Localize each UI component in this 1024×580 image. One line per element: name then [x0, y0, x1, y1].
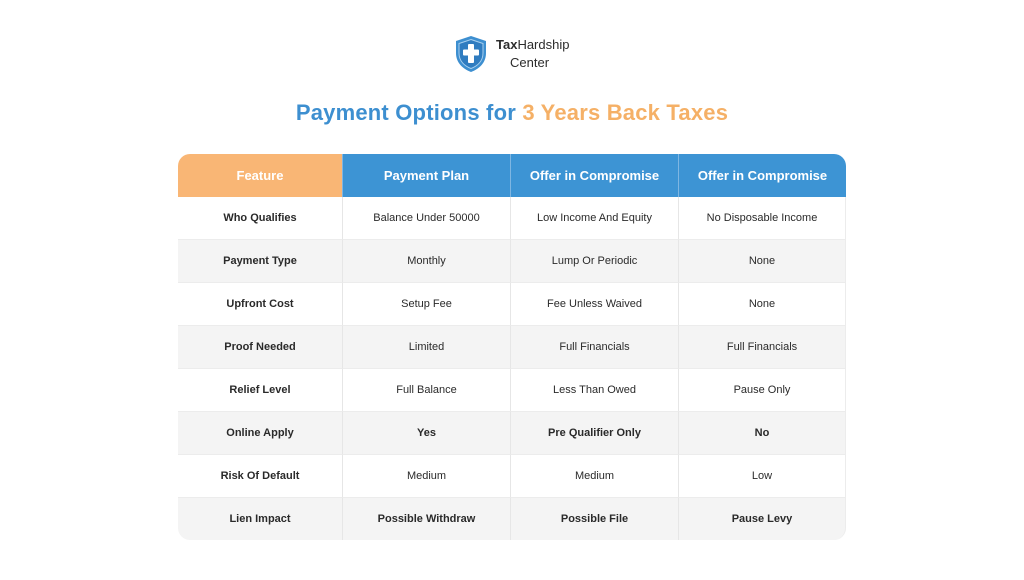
table-cell: Pause Only — [678, 369, 846, 412]
table-cell: Monthly — [342, 240, 510, 283]
table-cell: Less Than Owed — [510, 369, 678, 412]
table-row — [178, 240, 846, 283]
table-cell: Full Balance — [342, 369, 510, 412]
table-cell: No Disposable Income — [678, 197, 846, 240]
table-cell: Full Financials — [678, 326, 846, 369]
row-label: Risk Of Default — [178, 455, 342, 498]
table-header-row — [178, 154, 846, 197]
table-cell: Pre Qualifier Only — [510, 412, 678, 455]
page-title-part2: 3 Years Back Taxes — [522, 100, 729, 125]
page-title — [0, 100, 1024, 126]
table-row — [178, 455, 846, 498]
table-cell: None — [678, 240, 846, 283]
table-cell: No — [678, 412, 846, 455]
table-cell: Possible File — [510, 498, 678, 540]
shield-cross-icon — [454, 35, 488, 73]
table-row — [178, 283, 846, 326]
header-feature: Feature — [178, 154, 342, 197]
table-row — [178, 412, 846, 455]
row-label: Online Apply — [178, 412, 342, 455]
row-label: Payment Type — [178, 240, 342, 283]
table-cell: Medium — [510, 455, 678, 498]
brand-logo — [454, 35, 569, 73]
page-title-part1: Payment Options for — [295, 100, 523, 125]
table-cell: Possible Withdraw — [342, 498, 510, 540]
table-cell: Fee Unless Waived — [510, 283, 678, 326]
table-row — [178, 498, 846, 540]
brand-name-bold: Tax — [496, 37, 518, 52]
table-cell: Balance Under 50000 — [342, 197, 510, 240]
table-cell: Lump Or Periodic — [510, 240, 678, 283]
table-cell: Yes — [342, 412, 510, 455]
header-offer-in-compromise: Offer in Compromise — [510, 154, 678, 197]
brand-name — [496, 36, 569, 72]
brand-name-line2: Center — [510, 55, 550, 70]
table-cell: None — [678, 283, 846, 326]
brand-name-rest: Hardship — [517, 37, 570, 52]
row-label: Proof Needed — [178, 326, 342, 369]
row-label: Who Qualifies — [178, 197, 342, 240]
table-cell: Pause Levy — [678, 498, 846, 540]
header-offer-in-compromise-2: Offer in Compromise — [678, 154, 846, 197]
table-row — [178, 326, 846, 369]
table-row — [178, 369, 846, 412]
table-cell: Full Financials — [510, 326, 678, 369]
table-cell: Medium — [342, 455, 510, 498]
table-cell: Low — [678, 455, 846, 498]
table-cell: Low Income And Equity — [510, 197, 678, 240]
table-cell: Limited — [342, 326, 510, 369]
header-payment-plan: Payment Plan — [342, 154, 510, 197]
table-cell: Setup Fee — [342, 283, 510, 326]
table-row — [178, 197, 846, 240]
payment-options-table — [178, 154, 846, 540]
row-label: Lien Impact — [178, 498, 342, 540]
row-label: Upfront Cost — [178, 283, 342, 326]
row-label: Relief Level — [178, 369, 342, 412]
